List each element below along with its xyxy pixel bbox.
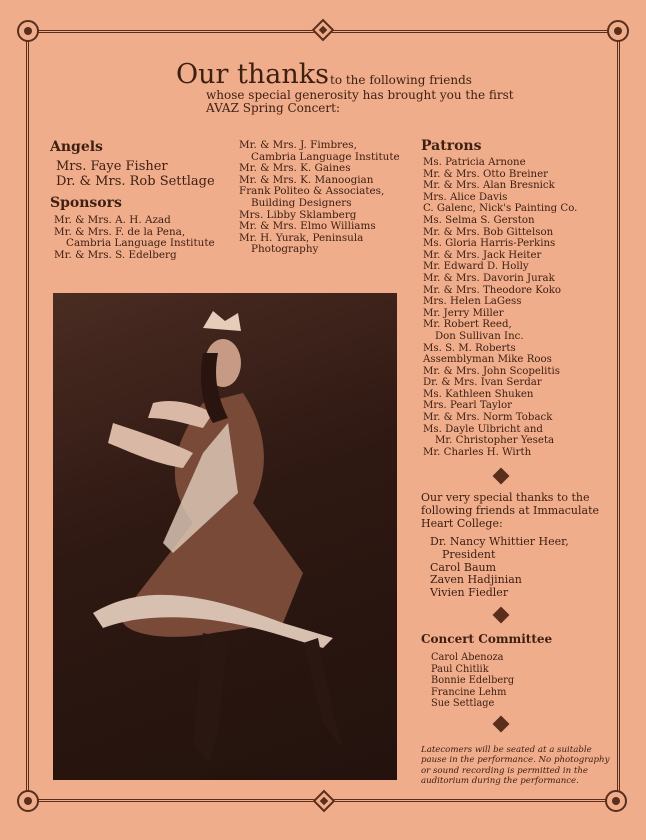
patron-name: Mr. & Mrs. John Scopelitis — [423, 365, 561, 377]
committee-heading: Concert Committee — [421, 632, 553, 646]
patron-name: C. Galenc, Nick's Painting Co. — [423, 203, 578, 215]
special-thanks-list — [430, 536, 569, 600]
sponsor-name: Photography — [251, 243, 319, 256]
patron-name: Ms. Patricia Arnone — [423, 157, 526, 168]
patron-name: Ms. Selma S. Gerston — [423, 214, 535, 226]
corner-ornament-icon — [17, 790, 39, 812]
committee-name: Carol Abenoza — [431, 652, 504, 663]
corner-ornament-icon — [605, 790, 627, 812]
sponsors-list — [54, 215, 215, 261]
sponsor-name: Mr. & Mrs. K. Gaines — [239, 162, 351, 175]
corner-ornament-icon — [17, 20, 39, 42]
sponsor-name: Mr. & Mrs. Elmo Williams — [239, 220, 376, 233]
patron-name: Mr. & Mrs. Theodore Koko — [423, 284, 562, 296]
patron-name: Mr. & Mrs. Davorin Jurak — [423, 272, 555, 284]
note-line: Latecomers will be seated at a suitable — [421, 745, 592, 755]
sponsor-name: Mrs. Libby Sklamberg — [239, 208, 357, 221]
note-line: or sound recording is permitted in the — [421, 765, 589, 776]
sponsor-name: Mr. & Mrs. A. H. Azad — [54, 214, 171, 226]
patron-name: Mr. Edward D. Holly — [423, 261, 529, 273]
corner-ornament-icon — [607, 20, 629, 42]
patron-name: Mr. & Mrs. Otto Breiner — [423, 168, 548, 180]
committee-name: Sue Settlage — [431, 698, 495, 709]
special-line: Our very special thanks to the — [421, 491, 590, 504]
patron-name: Mr. Robert Reed, — [423, 319, 512, 331]
sponsors-list-col2 — [239, 140, 400, 256]
patron-name: Assemblyman Mike Roos — [423, 354, 552, 366]
special-thanks-text — [421, 492, 599, 530]
patron-name: Ms. Dayle Ulbricht and — [423, 423, 543, 435]
special-name: President — [442, 547, 496, 561]
sponsor-name: Cambria Language Institute — [66, 237, 215, 250]
patron-name: Mr. & Mrs. Norm Toback — [423, 412, 553, 424]
special-name: Carol Baum — [430, 560, 497, 574]
patron-name: Mrs. Helen LaGess — [423, 296, 522, 308]
intro-text — [206, 89, 514, 115]
patrons-heading: Patrons — [421, 138, 482, 154]
dancer-photo — [53, 293, 397, 780]
page-title: Our thanks — [176, 59, 329, 90]
patron-name: Mr. & Mrs. Alan Bresnick — [423, 180, 555, 192]
angels-list — [56, 159, 215, 189]
angel-name: Mrs. Faye Fisher — [56, 159, 168, 174]
patron-name: Mr. & Mrs. Jack Heiter — [423, 249, 542, 261]
committee-name: Francine Lehm — [431, 686, 507, 698]
special-name: Zaven Hadjinian — [430, 573, 522, 587]
patron-name: Mr. Charles H. Wirth — [423, 446, 532, 458]
patron-name: Ms. S. M. Roberts — [423, 342, 516, 354]
sponsor-name: Mr. & Mrs. S. Edelberg — [54, 248, 177, 261]
note-line: auditorium during the performance. — [421, 776, 579, 787]
intro-line-3: AVAZ Spring Concert: — [206, 101, 340, 115]
patron-name: Mr. Jerry Miller — [423, 307, 504, 319]
patron-name: Mrs. Alice Davis — [423, 191, 508, 203]
latecomers-note — [421, 745, 621, 787]
committee-name: Paul Chitlik — [431, 663, 489, 675]
special-line: following friends at Immaculate — [421, 503, 600, 517]
intro-line-1: to the following friends — [330, 73, 472, 87]
patron-name: Ms. Kathleen Shuken — [423, 388, 534, 400]
patron-name: Mr. & Mrs. Bob Gittelson — [423, 226, 554, 238]
committee-name: Bonnie Edelberg — [431, 675, 515, 686]
patron-name: Mr. Christopher Yeseta — [435, 435, 555, 447]
angel-name: Dr. & Mrs. Rob Settlage — [56, 174, 215, 189]
committee-list — [431, 652, 514, 710]
angels-heading: Angels — [50, 139, 103, 155]
sponsor-name: Mr. & Mrs. J. Fimbres, — [239, 139, 357, 151]
sponsor-name: Frank Politeo & Associates, — [239, 185, 385, 198]
sponsor-name: Mr. & Mrs. K. Manoogian — [239, 173, 374, 186]
note-line: pause in the performance. No photography — [421, 755, 610, 766]
special-name: Vivien Fiedler — [430, 586, 509, 600]
dancer-photo-art — [53, 293, 397, 780]
patron-name: Ms. Gloria Harris-Perkins — [423, 238, 556, 250]
sponsor-name: Building Designers — [251, 196, 352, 209]
patron-name: Dr. & Mrs. Ivan Serdar — [423, 377, 542, 389]
patron-name: Don Sullivan Inc. — [435, 330, 524, 342]
sponsor-name: Cambria Language Institute — [251, 150, 400, 163]
sponsors-heading: Sponsors — [50, 195, 122, 211]
sponsor-name: Mr. & Mrs. F. de la Pena, — [54, 225, 186, 238]
sponsor-name: Mr. H. Yurak, Peninsula — [239, 231, 364, 244]
patron-name: Mrs. Pearl Taylor — [423, 400, 512, 412]
intro-line-2: whose special generosity has brought you the first — [206, 88, 514, 102]
special-name: Dr. Nancy Whittier Heer, — [430, 535, 569, 548]
patrons-list — [423, 157, 577, 458]
special-line: Heart College: — [421, 516, 503, 530]
